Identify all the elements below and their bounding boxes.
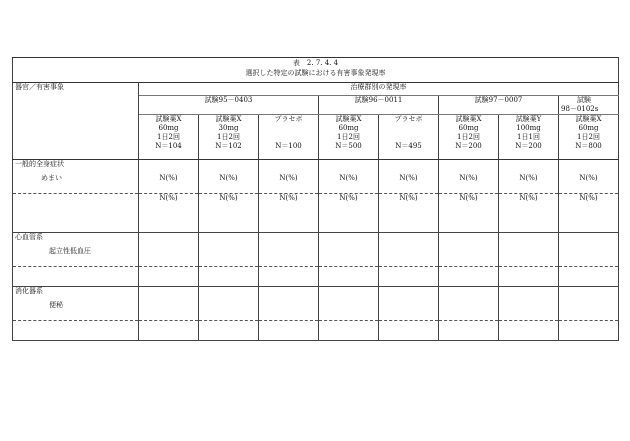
document-page (12, 57, 618, 358)
empty-cell (259, 247, 319, 267)
value-cell: N(%) (199, 194, 259, 214)
category-label: 消化器系 (13, 287, 139, 302)
event-label: めまい (13, 174, 139, 194)
empty-cell (439, 321, 499, 341)
table-row (13, 287, 619, 302)
row-header: 器官／有害事象 (13, 83, 139, 160)
empty-cell (319, 321, 379, 341)
arm-dose: 60mg (158, 124, 179, 132)
empty-cell (139, 321, 199, 341)
empty-cell (379, 213, 439, 233)
arm-name: プラセボ (274, 115, 303, 123)
arm-dose: 60mg (458, 124, 479, 132)
empty-cell (379, 233, 439, 248)
trial-header-line1: 試験 (577, 96, 591, 104)
value-cell: N(%) (319, 194, 379, 214)
arm-header (139, 115, 199, 160)
value-cell: N(%) (199, 174, 259, 194)
trial-header-line2: 98－0102s (561, 105, 599, 113)
trial-header (559, 96, 619, 115)
table-row (13, 194, 619, 214)
empty-cell (559, 301, 619, 321)
table-row (13, 301, 619, 321)
value-cell: N(%) (139, 174, 199, 194)
empty-cell (499, 233, 559, 248)
empty-cell (499, 213, 559, 233)
value-cell: N(%) (139, 194, 199, 214)
empty-cell (439, 267, 499, 287)
arm-header (259, 115, 319, 160)
empty-cell (559, 213, 619, 233)
arm-name: 試験薬Y (515, 115, 542, 123)
arm-header (559, 115, 619, 160)
arm-name: 試験薬X (455, 115, 482, 123)
arm-header (379, 115, 439, 160)
empty-cell (319, 233, 379, 248)
empty-cell (499, 321, 559, 341)
adverse-event-table (12, 57, 619, 341)
empty-cell (139, 213, 199, 233)
empty-cell (439, 233, 499, 248)
empty-cell (439, 213, 499, 233)
category-label: 心血管系 (13, 233, 139, 248)
arm-n: N＝500 (335, 142, 362, 150)
empty-cell (319, 287, 379, 302)
arm-freq: 1日2回 (337, 133, 360, 141)
table-row (13, 213, 619, 233)
arm-n: N＝200 (455, 142, 482, 150)
arm-freq: 1日2回 (457, 133, 480, 141)
arm-name: プラセボ (394, 115, 423, 123)
empty-cell (379, 247, 439, 267)
arm-name: 試験薬X (575, 115, 602, 123)
empty-cell (559, 321, 619, 341)
empty-cell (439, 160, 499, 175)
empty-cell (439, 247, 499, 267)
arm-freq: 1日2回 (577, 133, 600, 141)
empty-cell (139, 233, 199, 248)
empty-cell (13, 213, 139, 233)
empty-cell (439, 301, 499, 321)
arm-n: N＝200 (515, 142, 542, 150)
empty-cell (259, 160, 319, 175)
empty-cell (559, 267, 619, 287)
arm-n: N＝800 (575, 142, 602, 150)
empty-cell (379, 301, 439, 321)
empty-cell (259, 287, 319, 302)
group-header: 治療群別の発現率 (139, 83, 619, 96)
arm-freq (381, 133, 436, 142)
value-cell: N(%) (559, 194, 619, 214)
empty-cell (13, 267, 139, 287)
category-label: 一般的全身症状 (13, 160, 139, 175)
value-cell: N(%) (259, 174, 319, 194)
empty-cell (559, 247, 619, 267)
trial-header: 試験97－0007 (439, 96, 559, 115)
empty-cell (379, 321, 439, 341)
event-label: 便秘 (13, 301, 139, 321)
table-number: 表 2. 7. 4. 4 (292, 59, 339, 67)
empty-cell (379, 287, 439, 302)
trial-header: 試験96－0011 (319, 96, 439, 115)
empty-cell (499, 160, 559, 175)
arm-n: N＝495 (395, 142, 422, 150)
empty-cell (139, 301, 199, 321)
value-cell: N(%) (259, 194, 319, 214)
arm-n: N＝102 (215, 142, 242, 150)
arm-freq: 1日2回 (157, 133, 180, 141)
arm-dose: 30mg (218, 124, 239, 132)
empty-cell (13, 194, 139, 214)
value-cell: N(%) (499, 174, 559, 194)
empty-cell (259, 213, 319, 233)
value-cell: N(%) (559, 174, 619, 194)
empty-cell (379, 160, 439, 175)
table-row (13, 267, 619, 287)
event-label: 起立性低血圧 (13, 247, 139, 267)
arm-header (319, 115, 379, 160)
arm-header (499, 115, 559, 160)
empty-cell (199, 287, 259, 302)
empty-cell (499, 287, 559, 302)
value-cell: N(%) (319, 174, 379, 194)
value-cell: N(%) (439, 174, 499, 194)
empty-cell (319, 267, 379, 287)
arm-dose: 100mg (516, 124, 541, 132)
empty-cell (499, 267, 559, 287)
arm-name: 試験薬X (335, 115, 362, 123)
value-cell: N(%) (499, 194, 559, 214)
arm-n: N＝104 (155, 142, 182, 150)
empty-cell (319, 301, 379, 321)
empty-cell (259, 267, 319, 287)
arm-name: 試験薬X (215, 115, 242, 123)
empty-cell (139, 267, 199, 287)
empty-cell (559, 287, 619, 302)
table-row (13, 321, 619, 341)
empty-cell (199, 321, 259, 341)
arm-header (439, 115, 499, 160)
arm-freq (261, 133, 316, 142)
table-row (13, 247, 619, 267)
empty-cell (259, 301, 319, 321)
table-title (13, 58, 619, 83)
empty-cell (199, 233, 259, 248)
arm-n: N＝100 (275, 142, 302, 150)
empty-cell (319, 213, 379, 233)
empty-cell (199, 213, 259, 233)
empty-cell (199, 160, 259, 175)
empty-cell (139, 287, 199, 302)
arm-dose: 60mg (578, 124, 599, 132)
table-caption: 選択した特定の試験における有害事象発現率 (245, 69, 386, 77)
arm-dose (381, 124, 436, 133)
arm-dose (261, 124, 316, 133)
empty-cell (199, 247, 259, 267)
table-row (13, 160, 619, 175)
empty-cell (499, 247, 559, 267)
value-cell: N(%) (439, 194, 499, 214)
empty-cell (319, 160, 379, 175)
arm-dose: 60mg (338, 124, 359, 132)
value-cell: N(%) (379, 194, 439, 214)
empty-cell (559, 233, 619, 248)
empty-cell (559, 160, 619, 175)
empty-cell (379, 267, 439, 287)
empty-cell (259, 233, 319, 248)
table-row (13, 233, 619, 248)
arm-header (199, 115, 259, 160)
empty-cell (439, 287, 499, 302)
table-row (13, 174, 619, 194)
empty-cell (319, 247, 379, 267)
arm-freq: 1日1回 (517, 133, 540, 141)
empty-cell (199, 267, 259, 287)
arm-freq: 1日2回 (217, 133, 240, 141)
trial-header: 試験95－0403 (139, 96, 319, 115)
empty-cell (13, 321, 139, 341)
arm-name: 試験薬X (155, 115, 182, 123)
empty-cell (259, 321, 319, 341)
empty-cell (139, 247, 199, 267)
empty-cell (139, 160, 199, 175)
empty-cell (199, 301, 259, 321)
empty-cell (499, 301, 559, 321)
value-cell: N(%) (379, 174, 439, 194)
